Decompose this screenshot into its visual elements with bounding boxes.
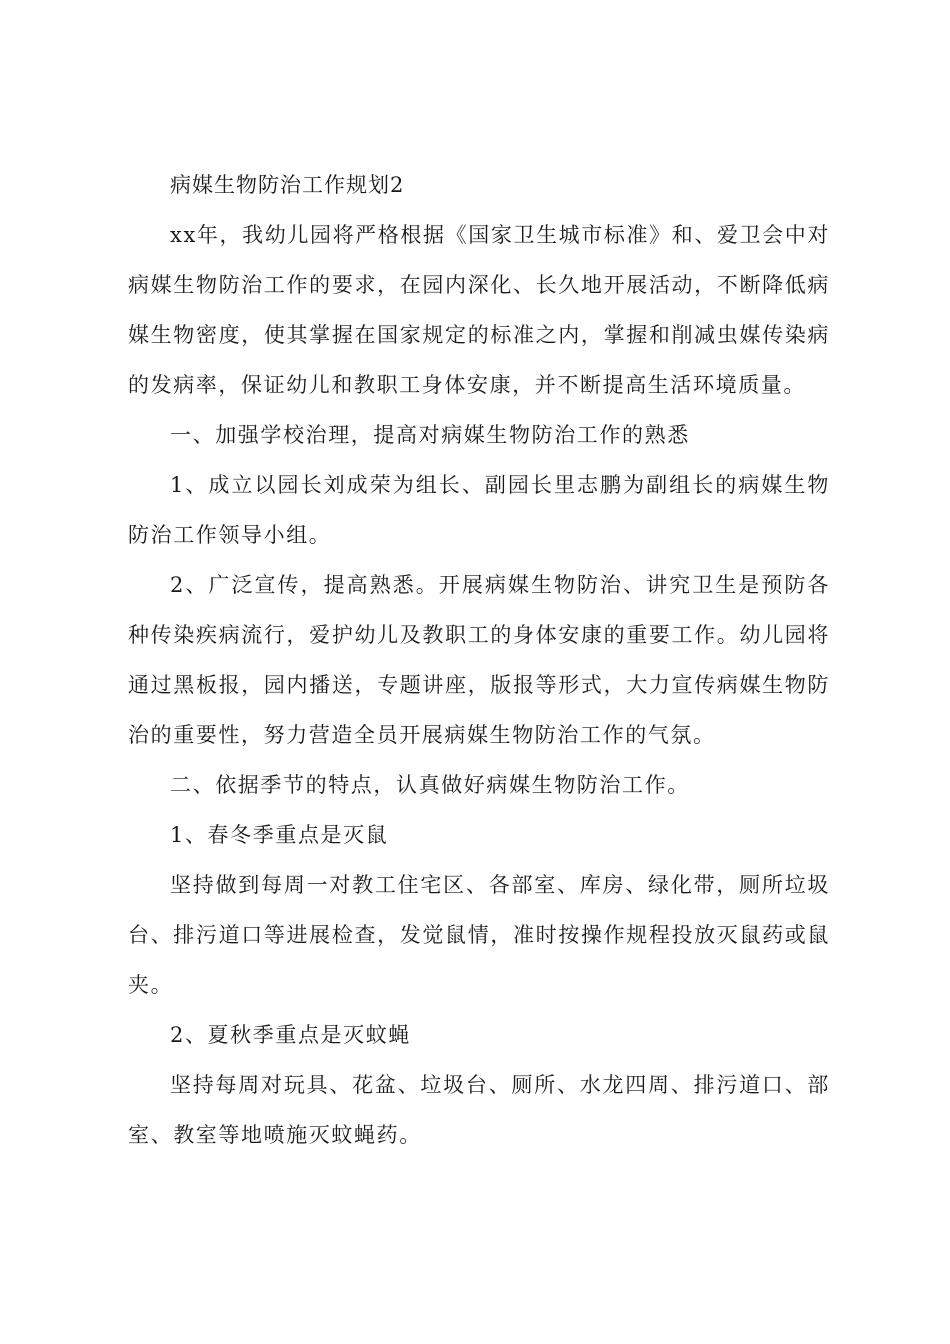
document-body [128,160,830,1160]
section-heading-2: 二、依据季节的特点，认真做好病媒生物防治工作。 [170,773,690,797]
subheading-summer-autumn: 2、夏秋季重点是灭蚊蝇 [170,1023,411,1047]
paragraph-rodent-control: 坚持做到每周一对教工住宅区、各部室、库房、绿化带，厕所垃圾台、排污道口等进展检查，发觉鼠情，准时按操作规程投放灭鼠药或鼠夹。 [128,873,830,997]
paragraph-item-1-1: 1、成立以园长刘成荣为组长、副园长里志鹏为副组长的病媒生物防治工作领导小组。 [128,473,830,547]
paragraph-intro: xx年，我幼儿园将严格根据《国家卫生城市标准》和、爱卫会中对病媒生物防治工作的要求，在园内深化、长久地开展活动，不断降低病媒生物密度，使其掌握在国家规定的标准之内，掌握和削减虫媒传染病的发病率，保证幼儿和教职工身体安康，并不断提高生活环境质量。 [128,223,830,397]
paragraph-item-1-2: 2、广泛宣传，提高熟悉。开展病媒生物防治、讲究卫生是预防各种传染疾病流行，爱护幼儿及教职工的身体安康的重要工作。幼儿园将通过黑板报，园内播送，专题讲座，版报等形式，大力宣传病媒生物防治的重要性，努力营造全员开展病媒生物防治工作的气氛。 [128,573,830,747]
section-heading-1: 一、加强学校治理，提高对病媒生物防治工作的熟悉 [170,423,690,447]
paragraph-mosquito-control: 坚持每周对玩具、花盆、垃圾台、厕所、水龙四周、排污道口、部室、教室等地喷施灭蚊蝇药。 [128,1073,830,1147]
subheading-spring-winter: 1、春冬季重点是灭鼠 [170,823,389,847]
document-title: 病媒生物防治工作规划2 [170,173,405,197]
